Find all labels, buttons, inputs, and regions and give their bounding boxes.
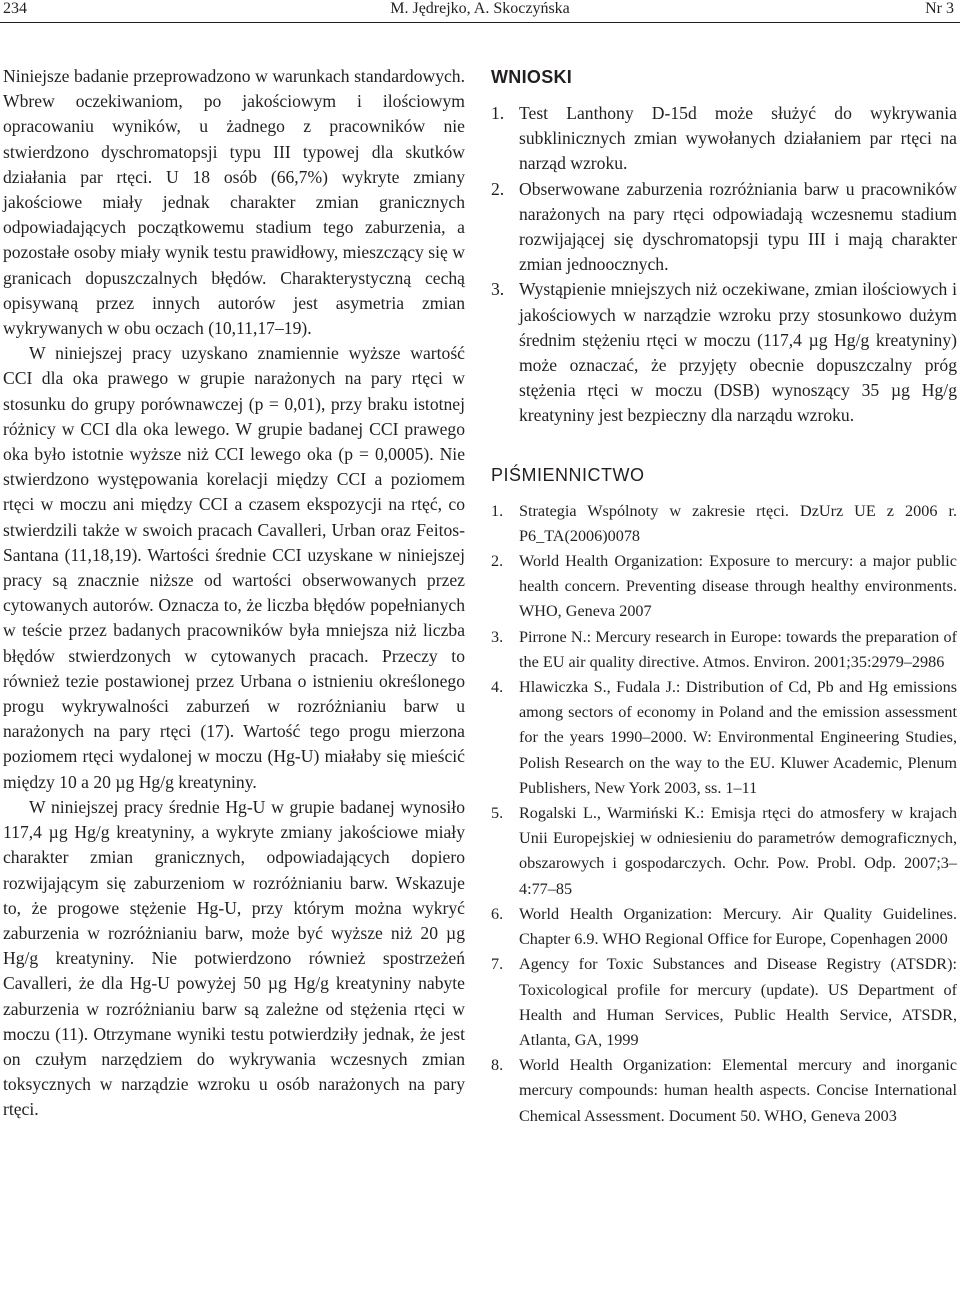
reference-item [491,675,957,801]
list-item [491,277,957,428]
reference-item [491,952,957,1053]
item-text: Test Lanthony D-15d może służyć do wykrywania subklinicznych zmian wywołanych działaniem par rtęci na narząd wzroku. [519,103,957,174]
running-header [0,0,960,22]
body-paragraph: W niniejszej pracy średnie Hg-U w grupie badanej wynosiło 117,4 µg Hg/g kreatyniny, a wykryte zmiany jakościowe miały charakter zmian granicznych, odpowiadających dopiero rozwijającym się zaburzeniom w rozróżnianiu barw. Wskazuje to, że progowe stężenie Hg-U, przy którym można wykryć zaburzenia w rozróżnianiu barw, może być wyższe niż 20 µg Hg/g kreatyniny. Nie potwierdzono również spostrzeżeń Cavalleri, że dla Hg-U powyżej 50 µg Hg/g kreatyniny nabyte zaburzenia w rozróżnianiu barw są zależne od stężenia rtęci w moczu (11). Otrzymane wyniki testu potwierdziły jednak, że jest on czułym narzędziem do wykrywania wczesnych zmian toksycznych w narządzie wzroku u osób narażonych na pary rtęci. [3,796,465,1120]
reference-text: Pirrone N.: Mercury research in Europe: towards the preparation of the EU air quality directive. Atmos. Environ. 2001;35:2979–2986 [519,627,957,671]
reference-text: Hlawiczka S., Fudala J.: Distribution of Cd, Pb and Hg emissions among sectors of economy in Poland and the emission assessment for the years 1990–2000. W: Environmental Engineering Studies, Polish Research on the way to the EU. Kluwer Academic, Plenum Publishers, New York 2003, ss. 1–11 [519,678,957,797]
reference-text: World Health Organization: Mercury. Air Quality Guidelines. Chapter 6.9. WHO Regional Office for Europe, Copenhagen 2000 [519,904,957,949]
item-number: 1. [491,501,504,520]
item-number: 2. [491,552,504,571]
right-column [491,66,957,1129]
item-number: 3. [491,279,505,300]
item-number: 3. [491,627,504,646]
issue-number: Nr 3 [925,0,954,17]
item-number: 1. [491,103,505,123]
reference-text: World Health Organization: Exposure to mercury: a major public health concern. Preventing disease through healthy environments. WHO, Geneva 2007 [519,552,957,621]
item-number: 5. [491,804,504,823]
list-item [491,177,957,278]
item-number: 8. [491,1056,504,1075]
list-item [491,101,957,177]
body-paragraph: W niniejszej pracy uzyskano znamiennie wyższe wartość CCI dla oka prawego w grupie narażonych na pary rtęci w stosunku do grupy porównawczej (p = 0,01), przy braku istotnej różnicy w CCI dla oka lewego. W grupie badanej CCI prawego oka było istotnie wyższe niż CCI lewego oka (p = 0,0005). Nie stwierdzono występowania korelacji między CCI a poziomem rtęci w moczu ani między CCI a czasem ekspozycji na rtęć, co stwierdzili także w swoich pracach Cavalleri, Urban oraz Feitos-Santana (11,18,19). Wartości średnie CCI uzyskane w niniejszej pracy są znacznie niższe od wartości obserwowanych przez cytowanych autorów. Oznacza to, że liczba błędów popełnianych w teście przez badanych pracowników była mniejsza niż liczba błędów stwierdzonych w cytowanych pracach. Przeczy to również tezie postawionej przez Urbana o istnieniu określonego progu wykrywalności zaburzeń w rozróżnianiu barw u narażonych na pary rtęci (17). Wartość tego progu mierzona poziomem rtęci wydalonej w moczu (Hg-U) miałaby się mieścić między 10 a 20 µg Hg/g kreatyniny. [3,343,465,792]
reference-item [491,902,957,952]
conclusions-list [491,101,957,429]
reference-text: World Health Organization: Elemental mercury and inorganic mercury compounds: human health aspects. Concise International Chemical Assessment. Document 50. WHO, Geneva 2003 [519,1056,957,1125]
header-authors: M. Jędrejko, A. Skoczyńska [390,0,570,17]
item-text: Obserwowane zaburzenia rozróżniania barw u pracowników narażonych na pary rtęci odpowiadają wczesnemu stadium rozwijającej się dyschromatopsji typu III i mają charakter zmian jednoocznych. [519,178,957,275]
item-number: 4. [491,678,504,697]
reference-item [491,801,957,902]
page-number: 234 [3,0,27,17]
conclusions-heading: WNIOSKI [491,67,573,87]
reference-text: Strategia Wspólnoty w zakresie rtęci. DzUrz UE z 2006 r. P6_TA(2006)0078 [519,501,957,545]
reference-item [491,625,957,675]
references-heading: PIŚMIENNICTWO [491,464,645,485]
item-text: Wystąpienie mniejszych niż oczekiwane, zmian ilościowych i jakościowych w narządzie wzroku przy stosunkowo dużym średnim stężeniu rtęci w moczu (117,4 µg Hg/g kreatyniny) może oznaczać, że przyjęty obecnie dopuszczalny próg stężenia rtęci w moczu (DSB) wynoszący 35 µg Hg/g kreatyniny jest bezpieczny dla narządu wzroku. [519,279,957,426]
item-number: 2. [491,178,505,199]
reference-item [491,1053,957,1129]
reference-item [491,499,957,549]
reference-text: Agency for Toxic Substances and Disease Registry (ATSDR): Toxicological profile for mercury (update). US Department of Health and Human Services, Public Health Service, ATSDR, Atlanta, GA, 1999 [519,955,957,1049]
item-number: 6. [491,904,504,923]
reference-item [491,549,957,625]
header-rule [0,22,960,23]
body-paragraph: Niniejsze badanie przeprowadzono w warunkach standardowych. Wbrew oczekiwaniom, po jakościowym i ilościowym opracowaniu wyników, u żadnego z pracowników nie stwierdzono dyschromatopsji typu III typowej dla skutków działania par rtęci. U 18 osób (66,7%) wykryte zmiany jakościowe miały jednak charakter zmian granicznych odpowiadających początkowemu stadium tego zaburzenia, a pozostałe osoby miały wynik testu prawidłowy, mieszczący się w granicach dopuszczalnych błędów. Charakterystyczną cechą opisywaną przez innych autorów jest asymetria zmian wykrywanych w obu oczach (10,11,17–19). [3,66,465,339]
item-number: 7. [491,955,504,974]
left-column [3,64,465,1123]
references-list [491,499,957,1129]
reference-text: Rogalski L., Warmiński K.: Emisja rtęci do atmosfery w krajach Unii Europejskiej w odniesieniu do parametrów demograficznych, obszarowych i gospodarczych. Ochr. Pow. Probl. Odp. 2007;3–4:77–85 [519,804,957,898]
